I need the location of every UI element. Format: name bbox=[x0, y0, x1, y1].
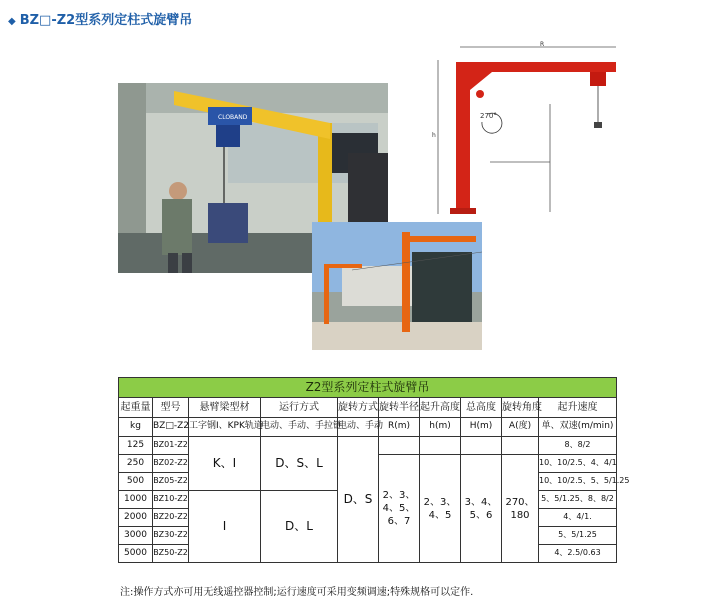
crane-drawing bbox=[430, 42, 620, 218]
page-title: ◆ BZ□-Z2型系列定柱式旋臂吊 bbox=[8, 13, 193, 28]
rotation-cell: D、S bbox=[338, 437, 379, 563]
col-header: 悬臂梁型材 bbox=[189, 398, 261, 418]
col-header: 旋转半径 bbox=[379, 398, 420, 418]
lift-height-cell: 2、3、4、5 bbox=[420, 455, 461, 563]
units-row bbox=[119, 418, 617, 437]
unit-cell: kg bbox=[119, 418, 153, 437]
angle-cell: 270、180 bbox=[502, 455, 539, 563]
outdoor-photo bbox=[312, 222, 482, 350]
footnote: 注:操作方式亦可用无线遥控器控制;运行速度可采用变频调速;特殊规格可以定作. bbox=[120, 587, 474, 598]
beam-bottom: I bbox=[189, 491, 261, 563]
unit-cell: BZ□-Z2 bbox=[153, 418, 189, 437]
unit-cell: 电动、手动 bbox=[338, 418, 379, 437]
beam-top: K、I bbox=[189, 437, 261, 491]
col-header: 运行方式 bbox=[261, 398, 338, 418]
table-row: 250 BZ02-Z2 2、3、4、5、6、7 2、3、4、5 3、4、5、6 270、180 10、10/2.5、4、4/1 bbox=[119, 455, 617, 473]
svg-text:R: R bbox=[540, 41, 545, 48]
unit-cell: A(度) bbox=[502, 418, 539, 437]
table-row: 2000 BZ20-Z2 4、4/1. bbox=[119, 509, 617, 527]
table-title: Z2型系列定柱式旋臂吊 bbox=[119, 378, 617, 398]
col-header: 起升高度 bbox=[420, 398, 461, 418]
col-header: 旋转方式 bbox=[338, 398, 379, 418]
run-top: D、S、L bbox=[261, 437, 338, 491]
header-row bbox=[119, 398, 617, 418]
total-height-cell: 3、4、5、6 bbox=[461, 455, 502, 563]
unit-cell: H(m) bbox=[461, 418, 502, 437]
col-header: 总高度 bbox=[461, 398, 502, 418]
table-row: 125 BZ01-Z2 K、I D、S、L D、S 8、8/2 bbox=[119, 437, 617, 455]
svg-text:h: h bbox=[432, 132, 436, 139]
unit-cell: R(m) bbox=[379, 418, 420, 437]
radius-cell: 2、3、4、5、6、7 bbox=[379, 455, 420, 563]
unit-cell: 工字钢I、KPK轨道 bbox=[189, 418, 261, 437]
col-header: 型号 bbox=[153, 398, 189, 418]
table-row: 1000 BZ10-Z2 I D、L 5、5/1.25、8、8/2 bbox=[119, 491, 617, 509]
run-bottom: D、L bbox=[261, 491, 338, 563]
table-row: 500 BZ05-Z2 10、10/2.5、5、5/1.25 bbox=[119, 473, 617, 491]
angle-label: 270° bbox=[480, 112, 497, 120]
diamond-icon: ◆ bbox=[8, 16, 16, 27]
unit-cell: h(m) bbox=[420, 418, 461, 437]
brand-label: CLOBAND bbox=[218, 114, 248, 121]
col-header: 旋转角度 bbox=[502, 398, 539, 418]
table-row: 5000 BZ50-Z2 4、2.5/0.63 bbox=[119, 545, 617, 563]
unit-cell: 电动、手动、手拉链 bbox=[261, 418, 338, 437]
col-header: 起升速度 bbox=[539, 398, 617, 418]
col-header: 起重量 bbox=[119, 398, 153, 418]
table-row: 3000 BZ30-Z2 5、5/1.25 bbox=[119, 527, 617, 545]
spec-table bbox=[118, 377, 630, 563]
unit-cell: 单、双速(m/min) bbox=[539, 418, 617, 437]
